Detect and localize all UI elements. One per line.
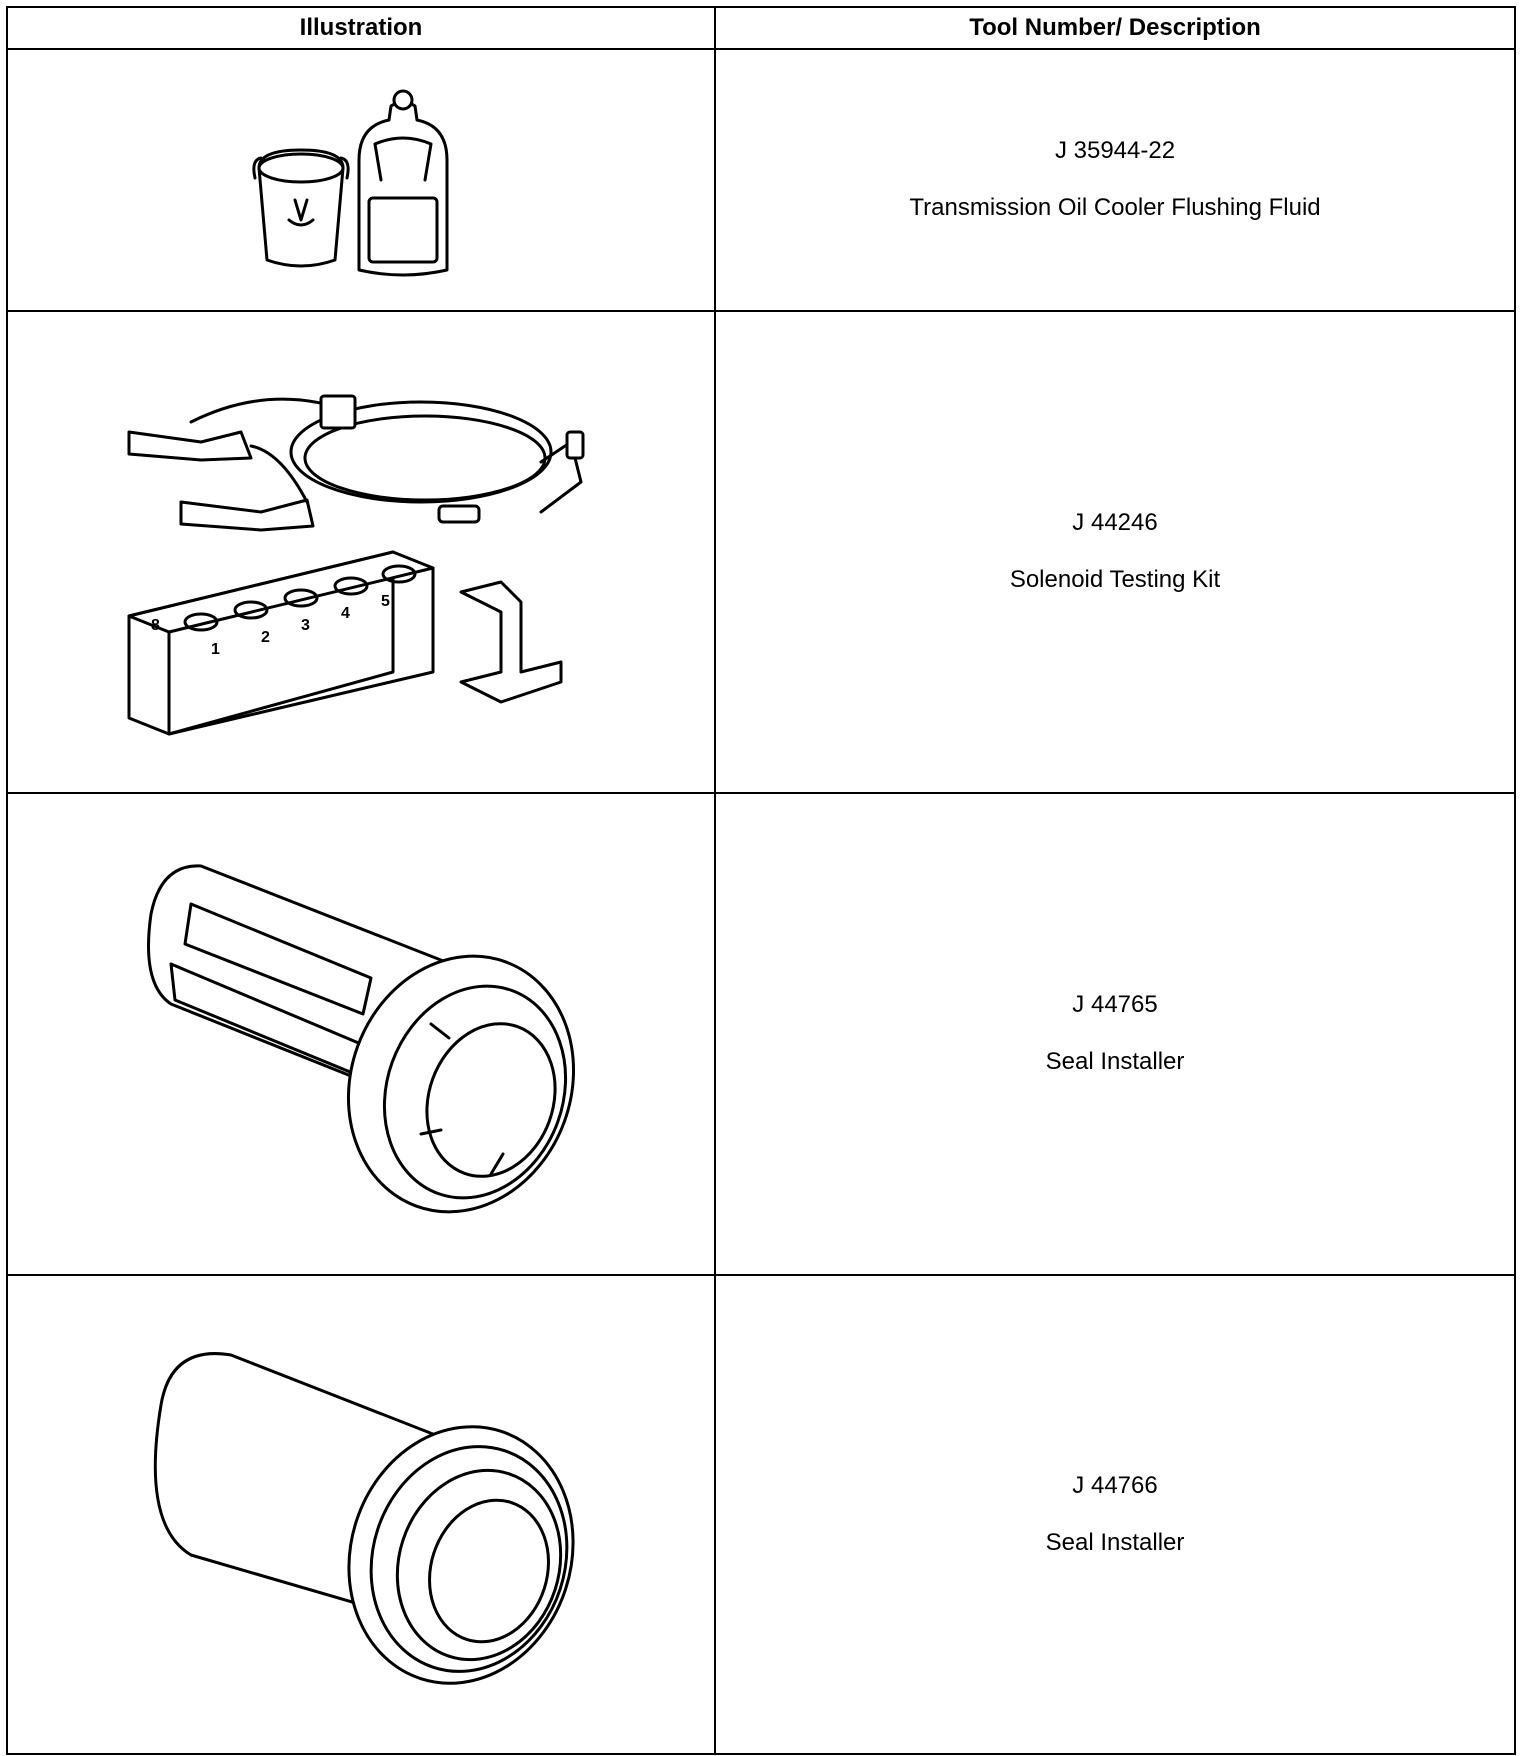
tool-description-header: Tool Number/ Description bbox=[715, 7, 1515, 49]
block-label: 1 bbox=[211, 641, 220, 658]
block-label: 4 bbox=[341, 605, 350, 622]
special-tools-table bbox=[6, 6, 1516, 1755]
solenoid-testing-kit-icon bbox=[121, 362, 601, 742]
block-label: 3 bbox=[301, 617, 310, 634]
table-row bbox=[7, 49, 1515, 311]
tool-description: Solenoid Testing Kit bbox=[1009, 566, 1221, 593]
seal-installer-icon bbox=[131, 854, 591, 1214]
tool-description-cell bbox=[715, 793, 1515, 1275]
illustration-cell bbox=[7, 793, 715, 1275]
tool-description: Seal Installer bbox=[1045, 1048, 1185, 1075]
tool-description: Transmission Oil Cooler Flushing Fluid bbox=[909, 194, 1321, 221]
table-row bbox=[7, 311, 1515, 793]
tool-description-cell bbox=[715, 49, 1515, 311]
tool-number: J 44765 bbox=[1072, 991, 1158, 1019]
tool-description-cell bbox=[715, 311, 1515, 793]
illustration-cell bbox=[7, 1275, 715, 1754]
illustration-header: Illustration bbox=[7, 7, 715, 49]
table-row bbox=[7, 1275, 1515, 1754]
block-label: 2 bbox=[261, 629, 270, 646]
illustration-cell bbox=[7, 49, 715, 311]
tool-description: Seal Installer bbox=[1045, 1528, 1185, 1556]
tool-number: J 44246 bbox=[1072, 509, 1158, 537]
block-label: 8 bbox=[151, 617, 160, 634]
block-label: 5 bbox=[381, 593, 390, 610]
tool-number: J 35944-22 bbox=[1054, 137, 1176, 165]
table-row bbox=[7, 793, 1515, 1275]
tool-description-cell bbox=[715, 1275, 1515, 1754]
illustration-cell bbox=[7, 311, 715, 793]
seal-installer-icon bbox=[131, 1335, 591, 1695]
tool-number: J 44766 bbox=[1072, 1471, 1158, 1499]
flushing-fluid-icon bbox=[241, 80, 481, 280]
